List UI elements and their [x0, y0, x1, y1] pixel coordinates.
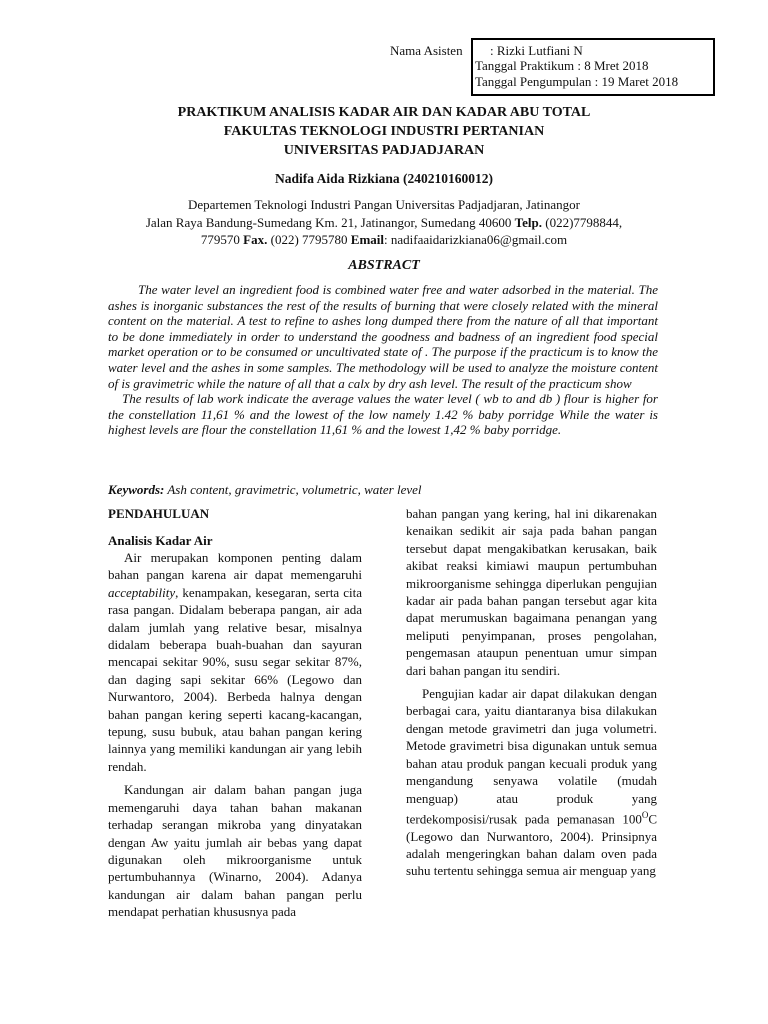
telp-label: Telp. [514, 214, 542, 230]
abstract-paragraph-2: The results of lab work indicate the average values the water level ( wb to and db ) flour is higher for the constellation 11,61 % and the lowest of the low namely 1.42 % baby porridge While the water is highest levels are flour the constellation 11,61 % and the lowest 1,42 % baby porridge. [108, 391, 658, 438]
affiliation [0, 196, 768, 249]
affiliation-line-1: Departemen Teknologi Industri Pangan Universitas Padjadjaran, Jatinangor [188, 197, 580, 212]
title-line-3: UNIVERSITAS PADJADJARAN [283, 143, 485, 158]
fax-label: Fax. [243, 232, 268, 247]
assistant-label: Nama Asisten [390, 43, 463, 58]
left-column [108, 505, 362, 921]
email-label: Email [350, 232, 385, 247]
italic-term: acceptability [108, 584, 176, 600]
right-column [406, 505, 657, 880]
fax-value: (022) 7795780 [267, 232, 351, 247]
paragraph-text: Pengujian kadar air dapat dilakukan dengan berbagai cara, yaitu diantaranya bisa dilakukan dengan metode gravimetri dan juga volumetri. Metode gravimetri bisa digunakan untuk semua bahan atau produk pangan kecuali produk yang mengandung senyawa volatile (mudah menguap) atau produk yang terdekomposisi/rusak pada pemanasan 100 [406, 686, 657, 827]
subsection-heading: Analisis Kadar Air [108, 533, 213, 548]
paragraph: bahan pangan yang kering, hal ini dikarenakan kenaikan sedikit air saja pada bahan pangan tersebut dapat mengakibatkan kerusakan, baik akibat reaksi kimiawi maupun pertumbuhan mikroorganisme sehingga diperlukan pengujian kadar air pada bahan pangan tersebut agar kita dapat merumuskan bagaimana penangan yang meliputi penyimpanan, proses pengolahan, pengemasan ataupun penentuan umur simpan dari bahan pangan itu sendiri. [406, 506, 657, 678]
abstract-paragraph-1: The water level an ingredient food is combined water free and water adsorbed in the material. The ashes is inorganic substances the rest of the results of burning that were closely related with the mineral content on the material. A test to refine to ashes long dumped there from the nature of all that important to be done immediately in order to understand the goodness and badness of an ingredient food special market operation or to be consumed or uncultivated state of . The purpose if the practicum is to know the water level and the ashes in some samples. The methodology will be used to analyze the moisture content of is gravimetric while the nature of all that a calx by dry ash level. The result of the practicum show [108, 282, 658, 391]
paragraph: Kandungan air dalam bahan pangan juga memengaruhi daya tahan bahan makanan terhadap serangan mikroba yang dinyatakan dengan Aw yaitu jumlah air bebas yang dapat digunakan oleh mikroorganisme untuk pertumbuhannya (Winarno, 2004). Adanya kandungan air dalam bahan pangan perlu mendapat perhatian khususnya pada [108, 782, 362, 920]
email-value: : nadifaaidarizkiana06@gmail.com [384, 232, 568, 247]
assistant-value: : Rizki Lutfiani N [490, 43, 583, 58]
paragraph [406, 685, 657, 880]
title-line-1: PRAKTIKUM ANALISIS KADAR AIR DAN KADAR ABU TOTAL [177, 105, 591, 120]
abstract-heading: ABSTRACT [348, 258, 420, 273]
practicum-date: Tanggal Praktikum : 8 Mret 2018 [475, 58, 649, 73]
telp-value: (022)7798844, [542, 214, 623, 230]
keywords-label: Keywords: [108, 482, 165, 497]
keywords [108, 482, 422, 498]
paragraph [108, 549, 362, 775]
section-heading: PENDAHULUAN [108, 506, 210, 521]
paragraph-text: C (Legowo dan Nurwantoro, 2004). Prinsipnya adalah mengeringkan bahan dalam oven pada suhu tertentu sehingga semua air menguap yang [406, 811, 657, 879]
address-text: Jalan Raya Bandung-Sumedang Km. 21, Jatinangor, Sumedang 40600 [145, 214, 515, 230]
affiliation-line-2 [0, 214, 768, 232]
paragraph-text: Air merupakan komponen penting dalam bahan pangan karena air dapat memengaruhi [108, 550, 362, 583]
abstract-body [108, 282, 658, 438]
title-line-2: FAKULTAS TEKNOLOGI INDUSTRI PERTANIAN [223, 124, 545, 139]
paragraph-text: , kenampakan, kesegaran, serta cita rasa pangan. Didalam beberapa pangan, air ada dalam jumlah yang relative besar, misalnya didalam beberapa buah-buahan dan sayuran mencapai sekitar 90%, susu segar sekitar 87%, dan daging sapi sekitar 66% (Legowo dan Nurwantoro, 2004). Berbeda halnya dengan bahan pangan kering seperti kacang-kacangan, tepung, susu bubuk, atau bahan pangan kering lainnya yang memiliki kandungan air yang lebih rendah. [108, 584, 362, 774]
affiliation-line-3 [0, 231, 768, 249]
paper-title [0, 103, 768, 160]
telp-continued: 779570 [200, 232, 244, 247]
degree-superscript: O [641, 809, 649, 820]
keywords-text: Ash content, gravimetric, volumetric, water level [164, 482, 422, 497]
author: Nadifa Aida Rizkiana (240210160012) [275, 171, 493, 186]
submission-date: Tanggal Pengumpulan : 19 Maret 2018 [475, 74, 679, 89]
